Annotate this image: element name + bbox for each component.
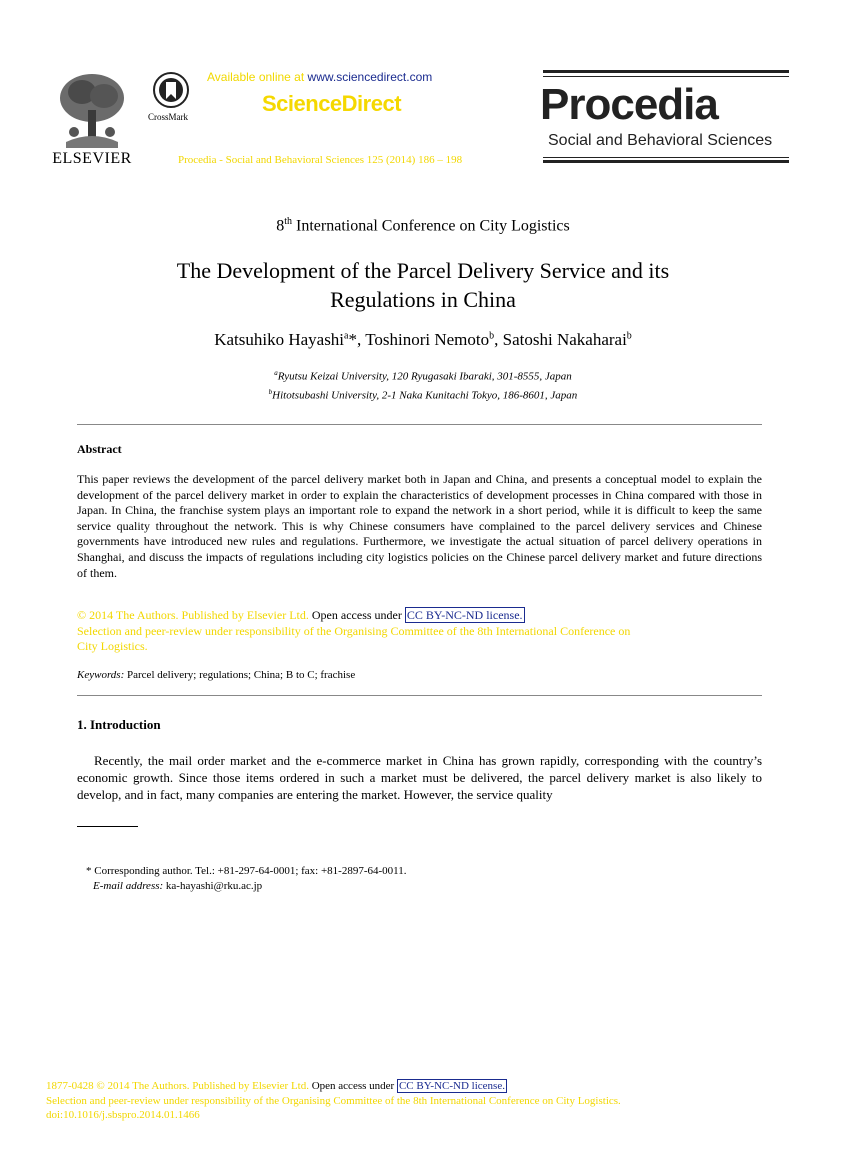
- sciencedirect-url-link[interactable]: www.sciencedirect.com: [307, 70, 433, 84]
- affiliation-mark: b: [268, 387, 273, 396]
- conference-name: [0, 216, 846, 235]
- journal-reference: Procedia - Social and Behavioral Sciences 125 (2014) 186 – 198: [178, 154, 463, 166]
- peer-review-line-cont: City Logistics.: [77, 639, 148, 654]
- abstract-heading: Abstract: [77, 442, 122, 456]
- procedia-bottom-rule-thin: [543, 157, 789, 158]
- elsevier-wordmark: ELSEVIER: [52, 150, 132, 167]
- conference-title: International Conference on City Logistics: [292, 217, 570, 235]
- license-link[interactable]: CC BY-NC-ND license.: [398, 1080, 505, 1092]
- elsevier-logo: [50, 70, 134, 170]
- paper-title: [100, 256, 746, 314]
- affiliation-text: Ryutsu Keizai University, 120 Ryugasaki Ibaraki, 301-8555, Japan: [277, 370, 572, 383]
- crossmark-icon: [153, 72, 189, 108]
- conference-number-suffix: th: [284, 216, 293, 227]
- peer-review-line: Selection and peer-review under responsibility of the Organising Committee of the 8th International Conference on: [77, 623, 631, 638]
- corresponding-author-line: * Corresponding author. Tel.: +81-297-64-0001; fax: +81-2897-64-0011.: [86, 865, 407, 877]
- email-label: E-mail address:: [93, 880, 164, 892]
- license-link[interactable]: CC BY-NC-ND license.: [406, 608, 523, 622]
- keywords-label: Keywords:: [77, 669, 125, 681]
- procedia-bottom-rule: [543, 160, 789, 163]
- sciencedirect-logo: ScienceDirect: [262, 91, 402, 116]
- section-divider: [77, 695, 762, 696]
- abstract-body: This paper reviews the development of the parcel delivery market both in Japan and China, and presents a conceptual model to explain the development of the parcel delivery market in order to explain the characteristics of development processes in China compared with those in Japan. In China, the franchise system plays an important role to expand the network in a short period, while it is difficult to keep the same service quality throughout the network. This is why Chinese consumers have complained to the parcel delivery services and Chinese governments have introduced new rules and regulations. Furthermore, we investigate the actual situation of parcel delivery operations in Shanghai, and discuss the impacts of regulations including city logistics policies on the Chinese parcel delivery market and future directions of them.: [77, 472, 762, 580]
- author-separator: ,: [494, 330, 503, 349]
- procedia-logo-title: Procedia: [540, 80, 718, 129]
- crossmark-badge[interactable]: [148, 72, 198, 124]
- section-divider: [77, 424, 762, 425]
- author-affil-mark: b: [626, 330, 632, 342]
- doi-link[interactable]: doi:10.1016/j.sbspro.2014.01.1466: [46, 1109, 200, 1121]
- keywords-text: Parcel delivery; regulations; China; B to C; frachise: [124, 669, 356, 681]
- open-access-label: Open access under: [308, 608, 405, 622]
- introduction-body: Recently, the mail order market and the e-commerce market in China has grown rapidly, corresponding with the country’s economic growth. Since those items ordered in such a market must be delivered, the parcel delivery market is also likely to develop, and in fact, many companies are entering the market. However, the service quality: [77, 753, 762, 802]
- introduction-heading: 1. Introduction: [77, 717, 161, 732]
- footnote: [86, 864, 407, 894]
- elsevier-tree-icon: [56, 70, 128, 148]
- affiliations: [0, 366, 846, 403]
- footnote-rule: [77, 826, 138, 827]
- peer-review-line: Selection and peer-review under responsibility of the Organising Committee of the 8th International Conference on City Logistics.: [46, 1094, 621, 1107]
- affiliation-mark: a: [274, 369, 278, 377]
- crossmark-label: CrossMark: [148, 112, 188, 122]
- affiliation-text: Hitotsubashi University, 2-1 Naka Kunitachi Tokyo, 186-8601, Japan: [272, 389, 578, 402]
- copyright-notice: [77, 608, 762, 655]
- available-online-line: [207, 70, 432, 84]
- page-footer: [46, 1079, 786, 1123]
- procedia-top-rule-thin: [543, 76, 789, 77]
- procedia-logo-subtitle: Social and Behavioral Sciences: [548, 132, 773, 149]
- keywords: [77, 669, 355, 681]
- copyright-line: © 2014 The Authors. Published by Elsevier Ltd.: [77, 608, 309, 622]
- procedia-top-rule: [543, 70, 789, 73]
- author-list: [0, 330, 846, 350]
- issn-copyright-line: 1877-0428 © 2014 The Authors. Published by Elsevier Ltd.: [46, 1080, 309, 1092]
- author-separator: *,: [348, 330, 366, 349]
- author-affil-mark: b: [489, 330, 495, 342]
- open-access-label: Open access under: [308, 1080, 397, 1092]
- author-name: Satoshi Nakaharai: [502, 330, 627, 349]
- author-affil-mark: a: [344, 330, 349, 342]
- author-name: Katsuhiko Hayashi: [214, 330, 345, 349]
- paper-title-line-2: Regulations in China: [330, 287, 516, 312]
- email-address-link[interactable]: ka-hayashi@rku.ac.jp: [163, 880, 263, 892]
- affiliation-line: [0, 385, 846, 404]
- affiliation-line: [0, 366, 846, 385]
- available-online-prefix: Available online at: [207, 70, 308, 84]
- paper-title-line-1: The Development of the Parcel Delivery Service and its: [176, 258, 670, 283]
- author-name: Toshinori Nemoto: [365, 330, 490, 349]
- conference-number: 8: [276, 217, 285, 235]
- email-line: [86, 879, 407, 894]
